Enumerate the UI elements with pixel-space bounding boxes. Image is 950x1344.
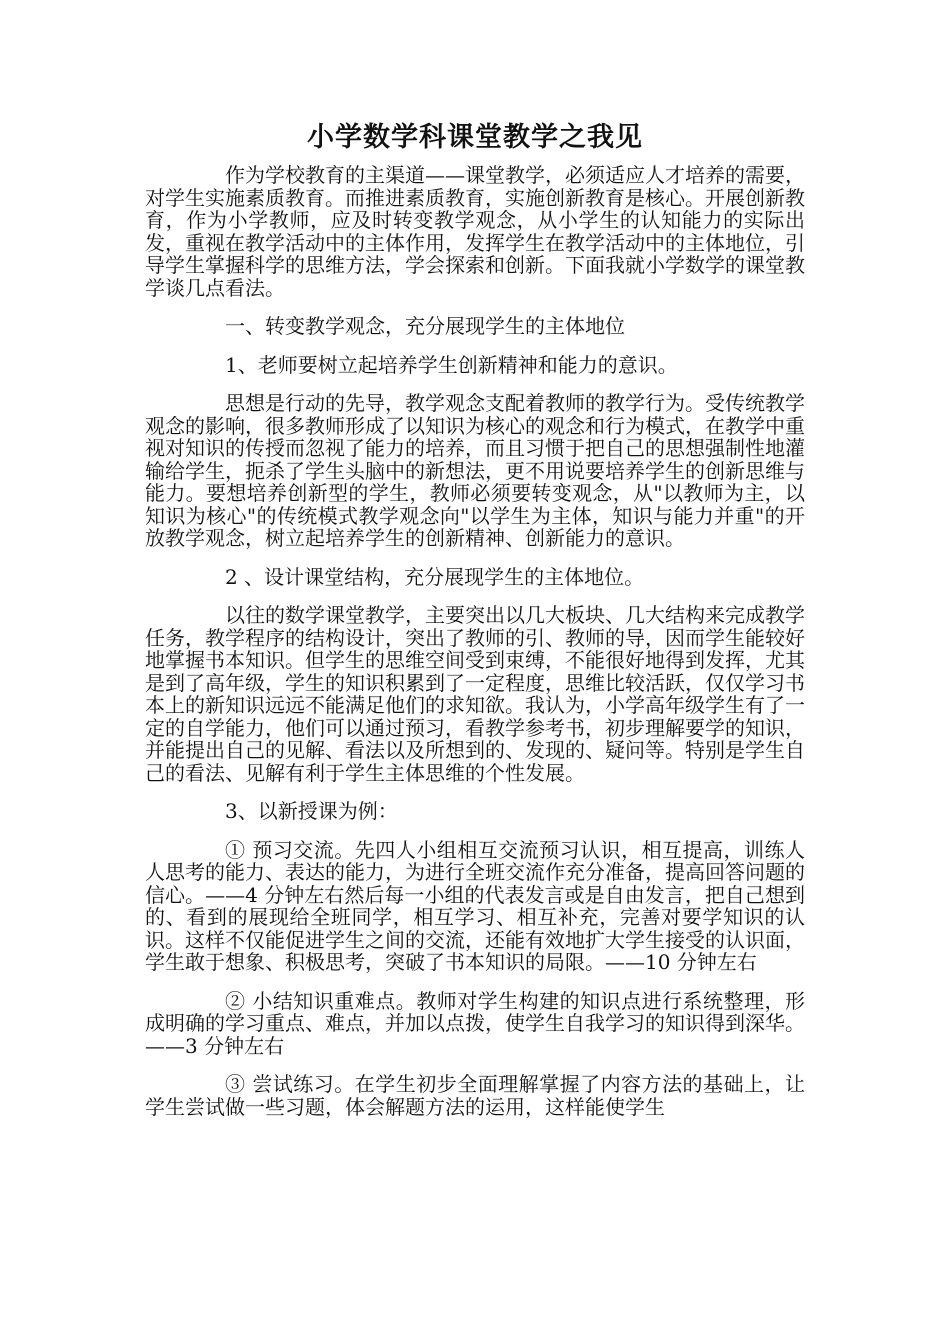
- subheading-2: 2 、设计课堂结构，充分展现学生的主体地位。: [225, 564, 645, 589]
- intro-paragraph: 作为学校教育的主渠道——课堂教学，必须适应人才培养的需要，对学生实施素质教育。而推进素质教育，实施创新教育是核心。开展创新教育，作为小学教师，应及时转变教学观念，从小学生的认知能力的实际出发，重视在教学活动中的主体作用，发挥学生在教学活动中的主体地位，引导学生掌握科学的思维方法，学会探索和创新。下面我就小学数学的课堂教学谈几点看法。: [145, 163, 805, 300]
- step-paragraph-3: ③ 尝试练习。在学生初步全面理解掌握了内容方法的基础上，让学生尝试做一些习题，体会解题方法的运用，这样能使学生: [145, 1072, 805, 1119]
- body-paragraph: 以往的数学课堂教学，主要突出以几大板块、几大结构来完成教学任务，教学程序的结构设计，突出了教师的引、教师的导，因而学生能较好地掌握书本知识。但学生的思维空间受到束缚，不能很好地得到发挥，尤其是到了高年级，学生的知识积累到了一定程度，思维比较活跃，仅仅学习书本上的新知识远远不能满足他们的求知欲。我认为，小学高年级学生有了一定的自学能力，他们可以通过预习，看教学参考书，初步理解要学的知识，并能提出自己的见解、看法以及所想到的、发现的、疑问等。特别是学生自己的看法、见解有利于学生主体思维的个性发展。: [145, 603, 805, 785]
- document-title: 小学数学科课堂教学之我见: [307, 122, 643, 153]
- subheading-3: 3、以新授课为例：: [225, 799, 398, 823]
- section-heading-1: 一、转变教学观念，充分展现学生的主体地位: [225, 314, 625, 338]
- step-paragraph-1: ① 预习交流。先四人小组相互交流预习认识，相互提高，训练人人思考的能力、表达的能力，为进行全班交流作充分准备，提高回答问题的信心。——4 分钟左右然后每一小组的代表发言或是自由发言，把自己想到的、看到的展现给全班同学，相互学习、相互补充，完善对要学知识的认识。这样不仅能促进学生之间的交流，还能有效地扩大学生接受的认识面，学生敢于想象、积极思考，突破了书本知识的局限。——10 分钟左右: [145, 837, 805, 974]
- body-paragraph: 思想是行动的先导，教学观念支配着教师的教学行为。受传统教学观念的影响，很多教师形成了以知识为核心的观念和行为模式，在教学中重视对知识的传授而忽视了能力的培养，而且习惯于把自己的思想强制性地灌输给学生，扼杀了学生头脑中的新想法，更不用说要培养学生的创新思维与能力。要想培养创新型的学生，教师必须要转变观念，从"以教师为主，以知识为核心"的传统模式教学观念向"以学生为主体，知识与能力并重"的开放教学观念，树立起培养学生的创新精神、创新能力的意识。: [145, 391, 805, 550]
- document-page: [145, 118, 805, 1134]
- step-paragraph-2: ② 小结知识重难点。教师对学生构建的知识点进行系统整理，形成明确的学习重点、难点，并加以点拨，使学生自我学习的知识得到深华。——3 分钟左右: [145, 988, 805, 1058]
- subheading-1: 1、老师要树立起培养学生创新精神和能力的意识。: [225, 352, 678, 377]
